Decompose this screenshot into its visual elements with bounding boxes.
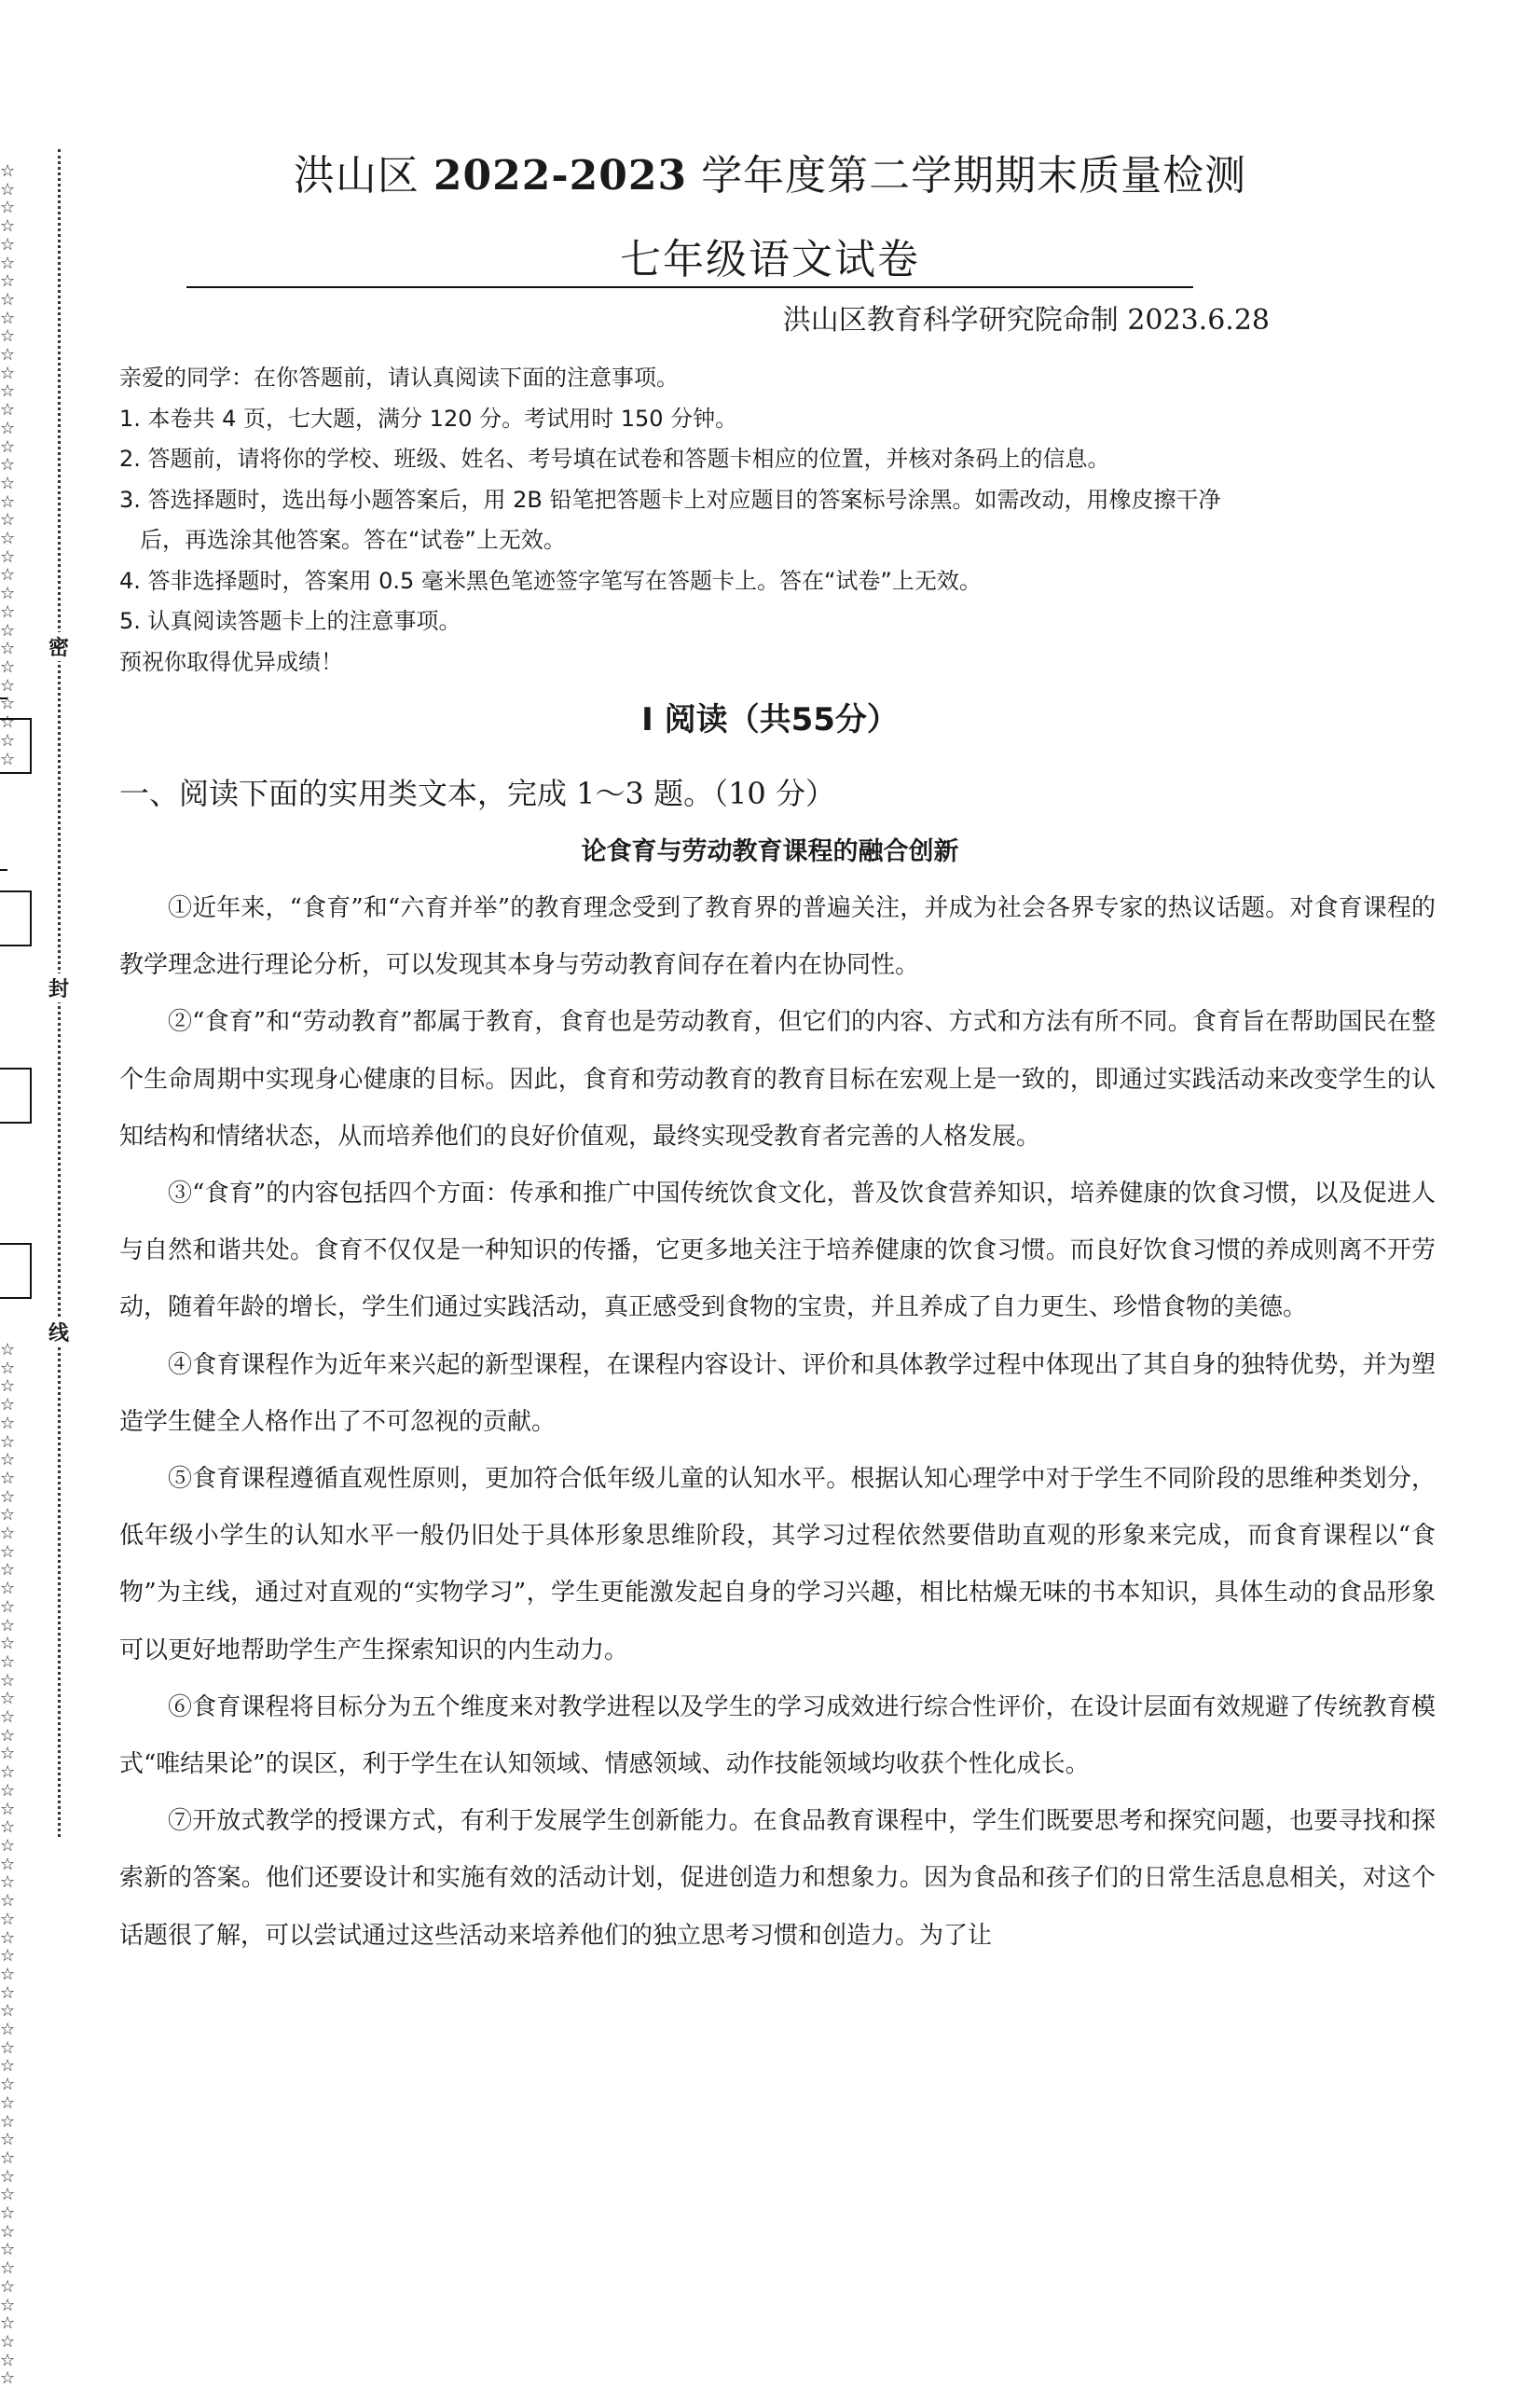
notice-item-4: 4. 答非选择题时，答案用 0.5 毫米黑色笔迹签字笔写在答题卡上。答在“试卷”上无效。 bbox=[119, 567, 982, 594]
notice-closing: 预祝你取得优异成绩！ bbox=[119, 648, 343, 675]
seal-char-feng: 封 bbox=[48, 973, 69, 1002]
title-prefix: 洪山区 bbox=[293, 152, 433, 200]
binding-margin bbox=[0, 0, 75, 2388]
exam-title bbox=[0, 142, 1540, 201]
seal-char-mi: 密 bbox=[48, 632, 69, 661]
notice-block bbox=[119, 358, 1443, 683]
header-rule bbox=[186, 286, 1193, 288]
section-title: Ⅰ 阅读（共55分） bbox=[641, 701, 899, 738]
notice-item-3-cont: 后，再选涂其他答案。答在“试卷”上无效。 bbox=[140, 527, 566, 553]
question-heading: 一、阅读下面的实用类文本，完成 1～3 题。（10 分） bbox=[119, 776, 835, 811]
article-paragraph-1: ①近年来，“食育”和“六育并举”的教育理念受到了教育界的普遍关注，并成为社会各界专家的热议话题。对食育课程的教学理念进行理论分析，可以发现其本身与劳动教育间存在着内在协同性。 bbox=[119, 894, 1436, 980]
article-paragraph-6: ⑥食育课程将目标分为五个维度来对教学进程以及学生的学习成效进行综合性评价，在设计层面有效规避了传统教育模式“唯结果论”的误区，利于学生在认知领域、情感领域、动作技能领域均收获个性化成长。 bbox=[119, 1692, 1436, 1779]
article-paragraph-5: ⑤食育课程遵循直观性原则，更加符合低年级儿童的认知水平。根据认知心理学中对于学生不同阶段的思维种类划分，低年级小学生的认知水平一般仍旧处于具体形象思维阶段，其学习过程依然要借助直观的形象来完成，而食育课程以“食物”为主线，通过对直观的“实物学习”，学生更能激发起自身的学习兴趣，相比枯燥无味的书本知识，具体生动的食品形象可以更好地帮助学生产生探索知识的内生动力。 bbox=[119, 1465, 1436, 1664]
seal-char-xian: 线 bbox=[48, 1318, 69, 1346]
info-field-box bbox=[0, 1068, 32, 1124]
notice-item-1: 1. 本卷共 4 页，七大题，满分 120 分。考试用时 150 分钟。 bbox=[119, 405, 738, 432]
article-paragraph-4: ④食育课程作为近年来兴起的新型课程，在课程内容设计、评价和具体教学过程中体现出了其自身的独特优势，并为塑造学生健全人格作出了不可忽视的贡献。 bbox=[119, 1350, 1436, 1436]
info-field-box bbox=[0, 890, 32, 946]
info-field-box bbox=[0, 1243, 32, 1299]
title-year: 2022-2023 bbox=[433, 152, 688, 200]
star-border-top: ☆ ☆ ☆ ☆ ☆ ☆ ☆ ☆ ☆ ☆ ☆ ☆ ☆ ☆ ☆ ☆ ☆ ☆ ☆ ☆ ☆ ☆ ☆ ☆ ☆ ☆ ☆ ☆ ☆ ☆ ☆ ☆ ☆ bbox=[0, 161, 16, 769]
title-suffix: 学年度第二学期期末质量检测 bbox=[687, 152, 1247, 200]
field-tick bbox=[0, 869, 7, 871]
exam-subtitle: 七年级语文试卷 bbox=[620, 236, 920, 283]
article-paragraph-7: ⑦开放式教学的授课方式，有利于发展学生创新能力。在食品教育课程中，学生们既要思考和探究问题，也要寻找和探索新的答案。他们还要设计和实施有效的活动计划，促进创造力和想象力。因为食品和孩子们的日常生活息息相关，对这个话题很了解，可以尝试通过这些活动来培养他们的独立思考习惯和创造力。为了让 bbox=[119, 1807, 1436, 1950]
issuer-line: 洪山区教育科学研究院命制 2023.6.28 bbox=[782, 304, 1270, 337]
notice-greeting: 亲爱的同学：在你答题前，请认真阅读下面的注意事项。 bbox=[119, 365, 679, 391]
notice-item-3: 3. 答选择题时，选出每小题答案后，用 2B 铅笔把答题卡上对应题目的答案标号涂黑。如需改动，用橡皮擦干净 bbox=[119, 486, 1221, 513]
notice-item-2: 2. 答题前，请将你的学校、班级、姓名、考号填在试卷和答题卡相应的位置，并核对条码上的信息。 bbox=[119, 446, 1110, 472]
article-paragraph-2: ②“食育”和“劳动教育”都属于教育，食育也是劳动教育，但它们的内容、方式和方法有所不同。食育旨在帮助国民在整个生命周期中实现身心健康的目标。因此，食育和劳动教育的教育目标在宏观上是一致的，即通过实践活动来改变学生的认知结构和情绪状态，从而培养他们的良好价值观，最终实现受教育者完善的人格发展。 bbox=[119, 1008, 1436, 1151]
notice-item-5: 5. 认真阅读答题卡上的注意事项。 bbox=[119, 608, 461, 634]
article-body bbox=[119, 880, 1436, 1965]
star-border-bottom: ☆ ☆ ☆ ☆ ☆ ☆ ☆ ☆ ☆ ☆ ☆ ☆ ☆ ☆ ☆ ☆ ☆ ☆ ☆ ☆ ☆ ☆ ☆ ☆ ☆ ☆ ☆ ☆ ☆ ☆ ☆ ☆ ☆ ☆ ☆ ☆ ☆ ☆ ☆ ☆ ☆ ☆ ☆ ☆ ☆ ☆ ☆ ☆ ☆ ☆ ☆ ☆ ☆ ☆ ☆ ☆ ☆ bbox=[0, 1340, 16, 2388]
article-paragraph-3: ③“食育”的内容包括四个方面：传承和推广中国传统饮食文化，普及饮食营养知识，培养健康的饮食习惯，以及促进人与自然和谐共处。食育不仅仅是一种知识的传播，它更多地关注于培养健康的饮食习惯。而良好饮食习惯的养成则离不开劳动，随着年龄的增长，学生们通过实践活动，真正感受到食物的宝贵，并且养成了自力更生、珍惜食物的美德。 bbox=[119, 1180, 1436, 1322]
article-title: 论食育与劳动教育课程的融合创新 bbox=[581, 837, 959, 866]
